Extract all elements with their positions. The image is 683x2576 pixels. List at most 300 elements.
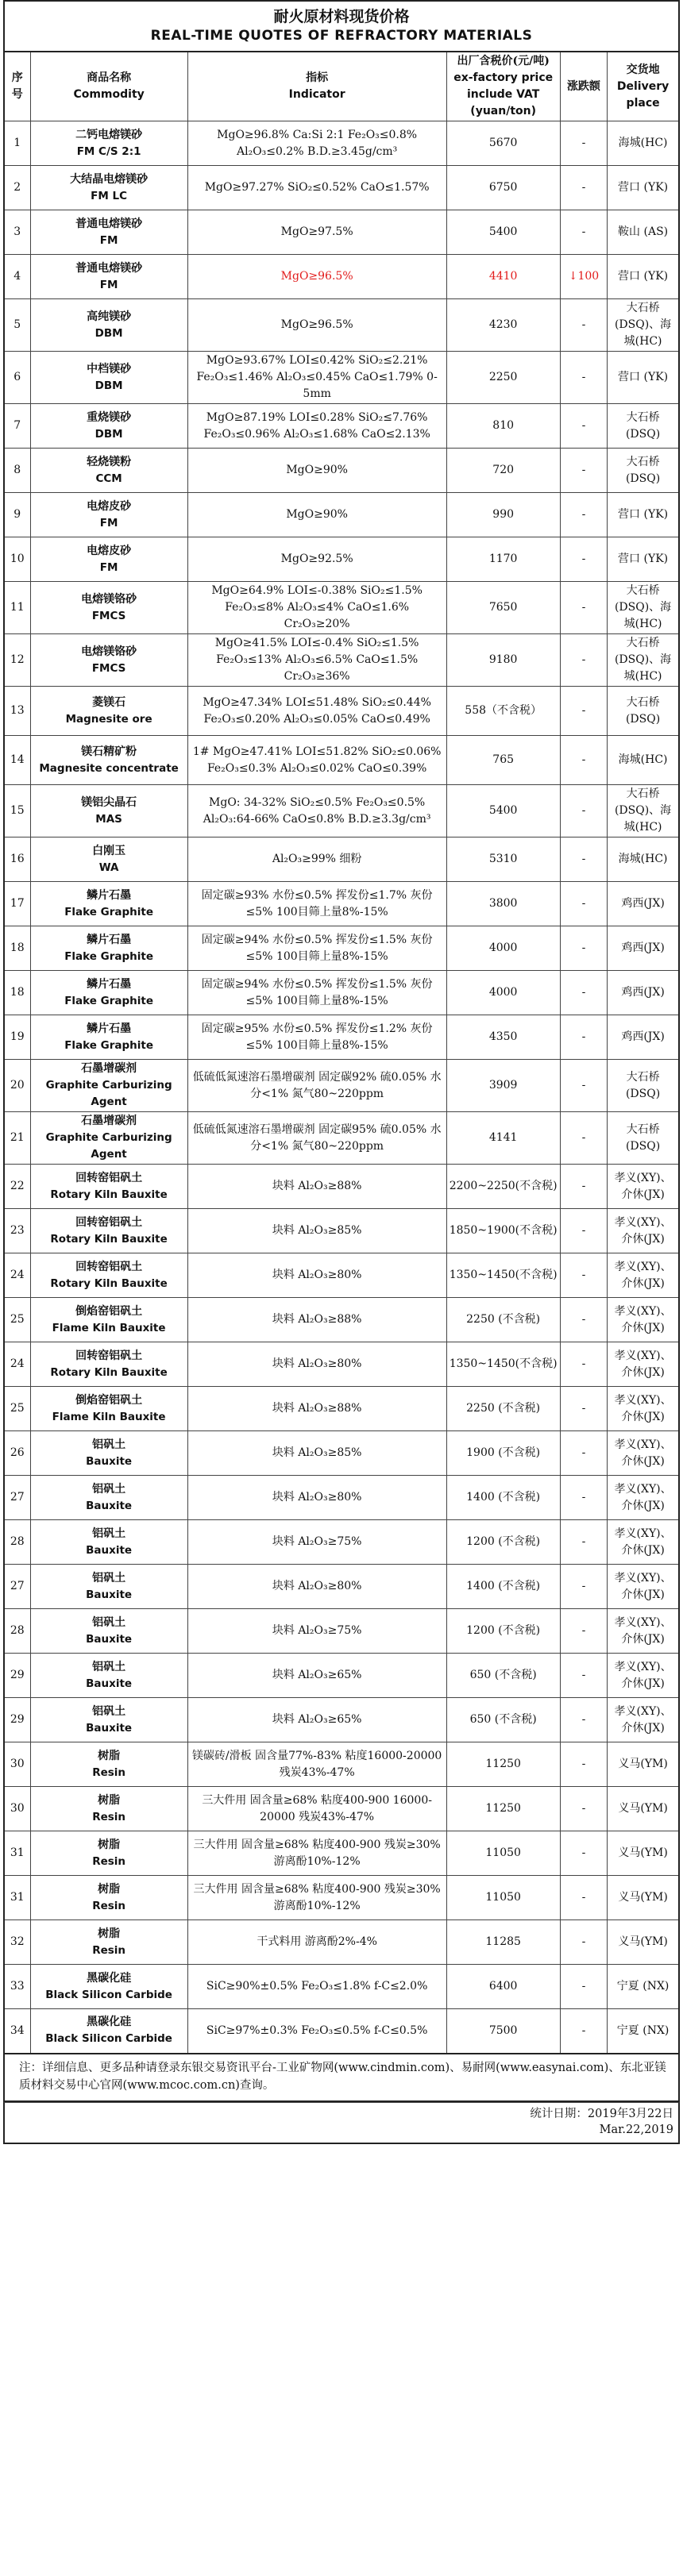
price-cell: 5400 <box>446 785 560 837</box>
table-row <box>4 121 679 166</box>
commodity-name-en: Bauxite <box>86 1721 133 1735</box>
indicator-cell: MgO≥96.8% Ca:Si 2:1 Fe₂O₃≤0.8% Al₂O₃≤0.2% B.D.≥3.45g/cm³ <box>187 121 446 166</box>
change-cell: - <box>560 1787 607 1831</box>
indicator-cell: 固定碳≥94% 水份≤0.5% 挥发份≤1.5% 灰份≤5% 100目筛上量8%-15% <box>187 971 446 1015</box>
delivery-cell: 孝义(XY)、介休(JX) <box>608 1654 679 1698</box>
row-number: 31 <box>4 1831 30 1876</box>
commodity-name-en: FM <box>99 516 118 529</box>
commodity-cell <box>30 1387 187 1431</box>
row-number: 17 <box>4 882 30 926</box>
price-cell: 9180 <box>446 634 560 687</box>
table-row <box>4 493 679 537</box>
header-indicator <box>187 52 446 121</box>
commodity-name-cn: 倒焰窑铝矾土 <box>75 1304 143 1318</box>
delivery-cell: 大石桥 (DSQ) <box>608 404 679 449</box>
commodity-cell <box>30 1698 187 1742</box>
commodity-name-en: Flake Graphite <box>64 905 153 918</box>
price-cell: 7500 <box>446 2009 560 2054</box>
commodity-name-cn: 中档镁砂 <box>87 362 132 375</box>
delivery-cell: 营口 (YK) <box>608 493 679 537</box>
header-commodity-cn: 商品名称 <box>87 71 132 84</box>
footnote: 注：详细信息、更多品种请登录东银交易资讯平台-工业矿物网(www.cindmin.com)、易耐网(www.easynai.com)、东北亚镁质材料交易中心官网(www.mcoc.com.cn)查询。 <box>3 2054 680 2102</box>
price-cell: 3800 <box>446 882 560 926</box>
table-row <box>4 634 679 687</box>
change-cell: - <box>560 1342 607 1387</box>
change-cell: - <box>560 166 607 210</box>
commodity-cell <box>30 1112 187 1165</box>
commodity-name-en: Bauxite <box>86 1499 133 1512</box>
commodity-cell <box>30 1787 187 1831</box>
commodity-cell <box>30 404 187 449</box>
indicator-cell: 块料 Al₂O₃≥85% <box>187 1431 446 1476</box>
commodity-cell <box>30 1209 187 1253</box>
price-cell: 7650 <box>446 582 560 634</box>
commodity-cell <box>30 634 187 687</box>
price-cell: 4410 <box>446 255 560 299</box>
indicator-cell: Al₂O₃≥99% 细粉 <box>187 837 446 882</box>
change-cell: ↓100 <box>560 255 607 299</box>
commodity-name-cn: 石墨增碳剂 <box>81 1062 137 1075</box>
commodity-name-cn: 电熔皮砂 <box>87 544 132 557</box>
commodity-cell <box>30 255 187 299</box>
stats-date <box>3 2102 680 2144</box>
delivery-cell: 大石桥 (DSQ)、海城(HC) <box>608 299 679 352</box>
indicator-cell: MgO≥87.19% LOI≤0.28% SiO₂≤7.76% Fe₂O₃≤0.96% Al₂O₃≤1.68% CaO≤2.13% <box>187 404 446 449</box>
commodity-name-cn: 黑碳化硅 <box>87 1971 132 1985</box>
commodity-name-en: Black Silicon Carbide <box>45 1988 172 2001</box>
price-cell: 11050 <box>446 1831 560 1876</box>
indicator-cell: 块料 Al₂O₃≥75% <box>187 1520 446 1565</box>
commodity-name-cn: 镁铝尖晶石 <box>81 795 137 809</box>
indicator-cell: 块料 Al₂O₃≥88% <box>187 1387 446 1431</box>
indicator-cell: MgO≥92.5% <box>187 537 446 582</box>
delivery-cell: 大石桥 (DSQ) <box>608 687 679 736</box>
change-cell: - <box>560 1831 607 1876</box>
price-cell: 11285 <box>446 1920 560 1965</box>
table-row <box>4 1920 679 1965</box>
table-row <box>4 1965 679 2009</box>
change-cell: - <box>560 1476 607 1520</box>
table-row <box>4 1387 679 1431</box>
delivery-cell: 孝义(XY)、介休(JX) <box>608 1298 679 1342</box>
commodity-cell <box>30 837 187 882</box>
price-cell: 2250 (不含税) <box>446 1387 560 1431</box>
change-cell: - <box>560 1965 607 2009</box>
change-cell: - <box>560 2009 607 2054</box>
change-cell: - <box>560 1431 607 1476</box>
header-delivery-cn: 交货地 <box>626 63 660 76</box>
indicator-cell: MgO≥90% <box>187 449 446 493</box>
row-number: 3 <box>4 210 30 255</box>
title-cn: 耐火原材料现货价格 <box>273 8 410 25</box>
commodity-name-en: Resin <box>92 1765 126 1779</box>
table-row <box>4 1831 679 1876</box>
delivery-cell: 大石桥 (DSQ)、海城(HC) <box>608 634 679 687</box>
commodity-name-en: Rotary Kiln Bauxite <box>50 1276 168 1290</box>
change-cell: - <box>560 634 607 687</box>
row-number: 13 <box>4 687 30 736</box>
commodity-cell <box>30 1253 187 1298</box>
row-number: 6 <box>4 352 30 404</box>
price-cell: 5400 <box>446 210 560 255</box>
table-row <box>4 1476 679 1520</box>
table-row <box>4 882 679 926</box>
row-number: 25 <box>4 1298 30 1342</box>
row-number: 28 <box>4 1609 30 1654</box>
commodity-name-en: Bauxite <box>86 1454 133 1468</box>
indicator-cell: MgO≥96.5% <box>187 255 446 299</box>
header-change: 涨跌额 <box>560 52 607 121</box>
table-row <box>4 449 679 493</box>
indicator-cell: MgO≥93.67% LOI≤0.42% SiO₂≤2.21% Fe₂O₃≤1.46% Al₂O₃≤0.45% CaO≤1.79% 0-5mm <box>187 352 446 404</box>
change-cell: - <box>560 1298 607 1342</box>
commodity-name-en: DBM <box>95 427 123 441</box>
commodity-name-en: DBM <box>95 326 123 340</box>
commodity-cell <box>30 1876 187 1920</box>
row-number: 20 <box>4 1060 30 1112</box>
change-cell: - <box>560 736 607 785</box>
change-cell: - <box>560 1565 607 1609</box>
header-commodity-en: Commodity <box>73 88 145 101</box>
row-number: 11 <box>4 582 30 634</box>
commodity-name-en: Flame Kiln Bauxite <box>52 1321 166 1334</box>
table-row <box>4 2009 679 2054</box>
change-cell: - <box>560 1698 607 1742</box>
row-number: 34 <box>4 2009 30 2054</box>
delivery-cell: 孝义(XY)、介休(JX) <box>608 1609 679 1654</box>
commodity-cell <box>30 121 187 166</box>
table-row <box>4 1609 679 1654</box>
commodity-name-en: Graphite Carburizing Agent <box>45 1131 172 1161</box>
indicator-cell: 三大件用 固含量≥68% 粘度400-900 16000-20000 残炭43%-47% <box>187 1787 446 1831</box>
commodity-cell <box>30 1520 187 1565</box>
table-row <box>4 404 679 449</box>
price-cell: 3909 <box>446 1060 560 1112</box>
table-row <box>4 1253 679 1298</box>
indicator-cell: MgO≥96.5% <box>187 299 446 352</box>
change-cell: - <box>560 785 607 837</box>
commodity-cell <box>30 1831 187 1876</box>
change-cell: - <box>560 1742 607 1787</box>
price-cell: 4141 <box>446 1112 560 1165</box>
price-cell: 1350~1450(不含税) <box>446 1342 560 1387</box>
commodity-name-cn: 铝矾土 <box>92 1571 126 1584</box>
price-cell: 6750 <box>446 166 560 210</box>
change-cell: - <box>560 404 607 449</box>
row-number: 26 <box>4 1431 30 1476</box>
commodity-cell <box>30 582 187 634</box>
delivery-cell: 孝义(XY)、介休(JX) <box>608 1253 679 1298</box>
row-number: 18 <box>4 926 30 971</box>
commodity-cell <box>30 299 187 352</box>
commodity-name-en: Flake Graphite <box>64 1038 153 1052</box>
indicator-cell: SiC≥97%±0.3% Fe₂O₃≤0.5% f-C≤0.5% <box>187 2009 446 2054</box>
commodity-name-cn: 回转窑铝矾土 <box>75 1260 143 1273</box>
table-row <box>4 1209 679 1253</box>
commodity-name-en: FM <box>99 560 118 574</box>
row-number: 27 <box>4 1565 30 1609</box>
commodity-name-cn: 回转窑铝矾土 <box>75 1349 143 1362</box>
price-cell: 6400 <box>446 1965 560 2009</box>
change-cell: - <box>560 493 607 537</box>
delivery-cell: 义马(YM) <box>608 1787 679 1831</box>
row-number: 29 <box>4 1698 30 1742</box>
change-cell: - <box>560 882 607 926</box>
indicator-cell: 块料 Al₂O₃≥80% <box>187 1253 446 1298</box>
commodity-name-en: Black Silicon Carbide <box>45 2032 172 2046</box>
price-cell: 1350~1450(不含税) <box>446 1253 560 1298</box>
indicator-cell: 块料 Al₂O₃≥88% <box>187 1298 446 1342</box>
commodity-name-cn: 普通电熔镁砂 <box>75 261 143 275</box>
row-number: 29 <box>4 1654 30 1698</box>
table-row <box>4 1060 679 1112</box>
change-cell: - <box>560 1209 607 1253</box>
commodity-cell <box>30 210 187 255</box>
price-cell: 810 <box>446 404 560 449</box>
commodity-cell <box>30 971 187 1015</box>
commodity-cell <box>30 493 187 537</box>
indicator-cell: 干式料用 游离酚2%-4% <box>187 1920 446 1965</box>
commodity-cell <box>30 1431 187 1476</box>
indicator-cell: 块料 Al₂O₃≥65% <box>187 1654 446 1698</box>
commodity-cell <box>30 687 187 736</box>
price-cell: 990 <box>446 493 560 537</box>
indicator-cell: 低硫低氮速溶石墨增碳剂 固定碳92% 硫0.05% 水分<1% 氮气80~220ppm <box>187 1060 446 1112</box>
stats-date-en: Mar.22,2019 <box>599 2123 673 2136</box>
commodity-name-cn: 电熔镁铬砂 <box>81 645 137 658</box>
table-row <box>4 1165 679 1209</box>
indicator-cell: MgO≥41.5% LOI≤-0.4% SiO₂≤1.5% Fe₂O₃≤13% Al₂O₃≤6.5% CaO≤1.5% Cr₂O₃≥36% <box>187 634 446 687</box>
commodity-name-en: FM <box>99 233 118 247</box>
header-indicator-en: Indicator <box>288 88 345 101</box>
stats-date-cn: 统计日期：2019年3月22日 <box>530 2107 673 2120</box>
header-delivery <box>608 52 679 121</box>
table-row <box>4 1742 679 1787</box>
change-cell: - <box>560 1520 607 1565</box>
commodity-name-cn: 石墨增碳剂 <box>81 1115 137 1127</box>
change-cell: - <box>560 449 607 493</box>
indicator-cell: 三大件用 固含量≥68% 粘度400-900 残炭≥30% 游离酚10%-12% <box>187 1831 446 1876</box>
commodity-name-cn: 鳞片石墨 <box>87 977 132 991</box>
commodity-cell <box>30 1060 187 1112</box>
table-row <box>4 1654 679 1698</box>
price-cell: 720 <box>446 449 560 493</box>
commodity-name-cn: 普通电熔镁砂 <box>75 217 143 230</box>
delivery-cell: 孝义(XY)、介休(JX) <box>608 1209 679 1253</box>
commodity-name-en: Bauxite <box>86 1677 133 1690</box>
change-cell: - <box>560 837 607 882</box>
table-row <box>4 837 679 882</box>
commodity-name-cn: 鳞片石墨 <box>87 1022 132 1035</box>
price-cell: 1400 (不含税) <box>446 1476 560 1520</box>
change-cell: - <box>560 1876 607 1920</box>
indicator-cell: 固定碳≥94% 水份≤0.5% 挥发份≤1.5% 灰份≤5% 100目筛上量8%-15% <box>187 926 446 971</box>
header-indicator-cn: 指标 <box>306 71 329 84</box>
commodity-name-cn: 树脂 <box>98 1749 121 1762</box>
delivery-cell: 孝义(XY)、介休(JX) <box>608 1342 679 1387</box>
change-cell: - <box>560 299 607 352</box>
commodity-name-en: Magnesite concentrate <box>39 761 179 775</box>
price-cell: 2250 <box>446 352 560 404</box>
delivery-cell: 营口 (YK) <box>608 352 679 404</box>
commodity-cell <box>30 1965 187 2009</box>
row-number: 4 <box>4 255 30 299</box>
delivery-cell: 海城(HC) <box>608 837 679 882</box>
table-row <box>4 255 679 299</box>
delivery-cell: 宁夏 (NX) <box>608 2009 679 2054</box>
table-row <box>4 1342 679 1387</box>
commodity-name-en: Resin <box>92 1854 126 1868</box>
change-cell: - <box>560 1060 607 1112</box>
indicator-cell: 块料 Al₂O₃≥80% <box>187 1565 446 1609</box>
price-cell: 4230 <box>446 299 560 352</box>
header-price-en: ex-factory price include VAT (yuan/ton) <box>453 71 554 117</box>
price-cell: 1900 (不含税) <box>446 1431 560 1476</box>
title-en: REAL-TIME QUOTES OF REFRACTORY MATERIALS <box>150 28 533 44</box>
delivery-cell: 营口 (YK) <box>608 537 679 582</box>
commodity-name-en: FM C/S 2:1 <box>76 144 141 158</box>
commodity-cell <box>30 166 187 210</box>
row-number: 18 <box>4 971 30 1015</box>
table-row <box>4 1876 679 1920</box>
row-number: 24 <box>4 1253 30 1298</box>
table-row <box>4 352 679 404</box>
commodity-name-cn: 高纯镁砂 <box>87 310 132 323</box>
table-row <box>4 971 679 1015</box>
table-header-row <box>4 52 679 121</box>
row-number: 10 <box>4 537 30 582</box>
commodity-cell <box>30 882 187 926</box>
price-cell: 1200 (不含税) <box>446 1520 560 1565</box>
commodity-name-en: Magnesite ore <box>65 712 152 726</box>
commodity-cell <box>30 1015 187 1060</box>
commodity-name-en: FM <box>99 278 118 291</box>
delivery-cell: 义马(YM) <box>608 1920 679 1965</box>
price-cell: 11050 <box>446 1876 560 1920</box>
header-commodity <box>30 52 187 121</box>
commodity-cell <box>30 736 187 785</box>
delivery-cell: 孝义(XY)、介休(JX) <box>608 1165 679 1209</box>
commodity-name-cn: 回转窑铝矾土 <box>75 1215 143 1229</box>
change-cell: - <box>560 1015 607 1060</box>
commodity-cell <box>30 1565 187 1609</box>
header-price-cn: 出厂含税价(元/吨) <box>457 55 550 67</box>
delivery-cell: 孝义(XY)、介休(JX) <box>608 1698 679 1742</box>
price-cell: 4000 <box>446 926 560 971</box>
delivery-cell: 大石桥 (DSQ)、海城(HC) <box>608 785 679 837</box>
table-body <box>4 121 679 2054</box>
table-row <box>4 582 679 634</box>
row-number: 25 <box>4 1387 30 1431</box>
delivery-cell: 义马(YM) <box>608 1876 679 1920</box>
commodity-name-en: Flame Kiln Bauxite <box>52 1410 166 1423</box>
title-block <box>3 0 680 51</box>
header-no: 序号 <box>4 52 30 121</box>
change-cell: - <box>560 971 607 1015</box>
table-row <box>4 299 679 352</box>
table-row <box>4 1298 679 1342</box>
commodity-name-en: Graphite Carburizing Agent <box>45 1079 172 1108</box>
price-cell: 1200 (不含税) <box>446 1609 560 1654</box>
change-cell: - <box>560 582 607 634</box>
commodity-name-en: Flake Graphite <box>64 949 153 963</box>
commodity-name-cn: 鳞片石墨 <box>87 933 132 946</box>
commodity-name-en: Bauxite <box>86 1543 133 1557</box>
price-cell: 2250 (不含税) <box>446 1298 560 1342</box>
header-delivery-en: Delivery place <box>616 79 669 110</box>
indicator-cell: 三大件用 固含量≥68% 粘度400-900 残炭≥30% 游离酚10%-12% <box>187 1876 446 1920</box>
commodity-cell <box>30 2009 187 2054</box>
row-number: 19 <box>4 1015 30 1060</box>
delivery-cell: 营口 (YK) <box>608 255 679 299</box>
delivery-cell: 孝义(XY)、介休(JX) <box>608 1387 679 1431</box>
indicator-cell: 块料 Al₂O₃≥80% <box>187 1342 446 1387</box>
price-cell: 650 (不含税) <box>446 1698 560 1742</box>
table-row <box>4 736 679 785</box>
indicator-cell: 固定碳≥95% 水份≤0.5% 挥发份≤1.2% 灰份≤5% 100目筛上量8%-15% <box>187 1015 446 1060</box>
change-cell: - <box>560 1609 607 1654</box>
commodity-cell <box>30 537 187 582</box>
row-number: 30 <box>4 1787 30 1831</box>
price-cell: 558（不含税） <box>446 687 560 736</box>
delivery-cell: 大石桥 (DSQ) <box>608 1112 679 1165</box>
change-cell: - <box>560 1112 607 1165</box>
indicator-cell: 固定碳≥93% 水份≤0.5% 挥发份≤1.7% 灰份≤5% 100目筛上量8%-15% <box>187 882 446 926</box>
commodity-name-en: Resin <box>92 1899 126 1912</box>
commodity-name-en: FMCS <box>91 661 126 675</box>
delivery-cell: 孝义(XY)、介休(JX) <box>608 1431 679 1476</box>
commodity-name-cn: 铝矾土 <box>92 1527 126 1540</box>
table-row <box>4 1520 679 1565</box>
commodity-name-cn: 鳞片石墨 <box>87 888 132 902</box>
commodity-name-cn: 黑碳化硅 <box>87 2016 132 2029</box>
delivery-cell: 义马(YM) <box>608 1742 679 1787</box>
change-cell: - <box>560 1253 607 1298</box>
delivery-cell: 大石桥 (DSQ) <box>608 1060 679 1112</box>
commodity-name-cn: 电熔皮砂 <box>87 499 132 513</box>
change-cell: - <box>560 1165 607 1209</box>
table-row <box>4 1112 679 1165</box>
commodity-name-cn: 重烧镁砂 <box>87 410 132 424</box>
row-number: 22 <box>4 1165 30 1209</box>
table-row <box>4 785 679 837</box>
commodity-name-cn: 回转窑铝矾土 <box>75 1171 143 1184</box>
commodity-cell <box>30 785 187 837</box>
commodity-name-en: Rotary Kiln Bauxite <box>50 1232 168 1246</box>
price-cell: 11250 <box>446 1742 560 1787</box>
price-cell: 765 <box>446 736 560 785</box>
commodity-name-en: Flake Graphite <box>64 994 153 1007</box>
row-number: 14 <box>4 736 30 785</box>
commodity-name-cn: 铝矾土 <box>92 1482 126 1496</box>
price-cell: 4350 <box>446 1015 560 1060</box>
table-row <box>4 926 679 971</box>
commodity-name-en: Resin <box>92 1943 126 1957</box>
indicator-cell: MgO≥90% <box>187 493 446 537</box>
delivery-cell: 孝义(XY)、介休(JX) <box>608 1565 679 1609</box>
price-table <box>3 51 680 2054</box>
table-row <box>4 1698 679 1742</box>
price-cell: 5670 <box>446 121 560 166</box>
indicator-cell: 块料 Al₂O₃≥65% <box>187 1698 446 1742</box>
delivery-cell: 鞍山 (AS) <box>608 210 679 255</box>
change-cell: - <box>560 687 607 736</box>
commodity-name-cn: 菱镁石 <box>92 695 126 709</box>
row-number: 33 <box>4 1965 30 2009</box>
change-cell: - <box>560 352 607 404</box>
delivery-cell: 孝义(XY)、介休(JX) <box>608 1476 679 1520</box>
row-number: 24 <box>4 1342 30 1387</box>
